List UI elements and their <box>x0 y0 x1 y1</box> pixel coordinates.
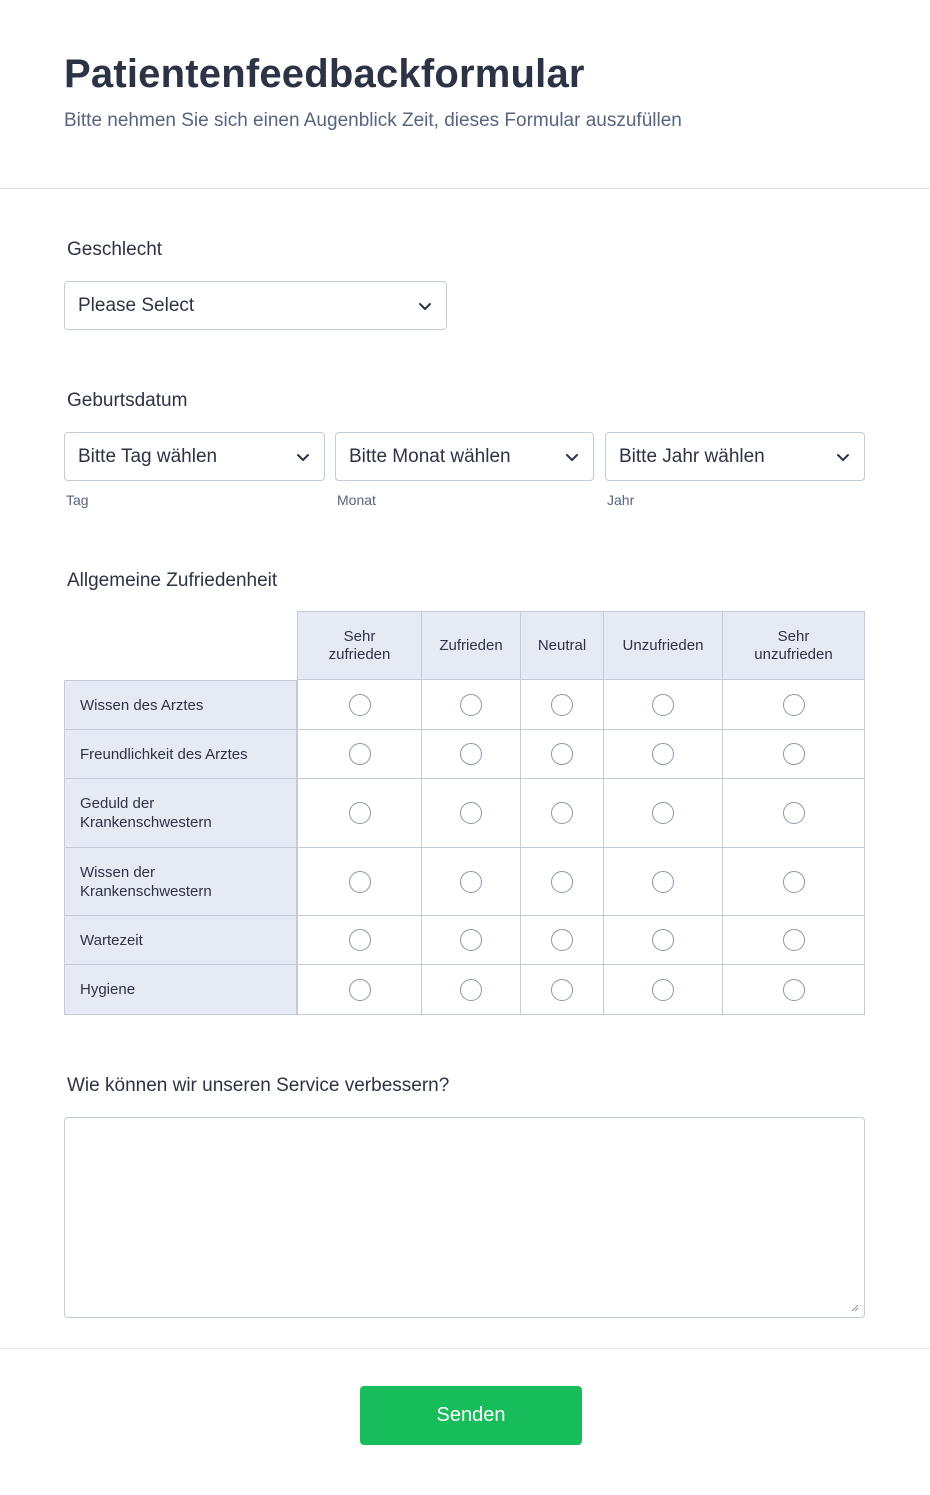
birthdate-year-select[interactable] <box>605 432 865 481</box>
matrix-cell <box>604 680 723 730</box>
matrix-cell <box>604 779 723 848</box>
chevron-down-icon <box>836 450 850 464</box>
matrix-row-header: Wissen der Krankenschwestern <box>64 848 297 916</box>
matrix-cell <box>521 916 604 965</box>
matrix-radio-button[interactable] <box>349 694 371 716</box>
birthdate-day-select[interactable] <box>64 432 325 481</box>
matrix-cell <box>604 965 723 1015</box>
matrix-cell <box>521 779 604 848</box>
matrix-radio-button[interactable] <box>652 743 674 765</box>
improvement-textarea[interactable] <box>64 1117 865 1318</box>
matrix-radio-button[interactable] <box>349 743 371 765</box>
matrix-cell <box>723 779 865 848</box>
day-select-value: Bitte Tag wählen <box>78 445 218 467</box>
matrix-radio-button[interactable] <box>349 802 371 824</box>
matrix-radio-button[interactable] <box>652 979 674 1001</box>
matrix-cell <box>723 916 865 965</box>
matrix-radio-button[interactable] <box>349 929 371 951</box>
matrix-cell <box>422 779 521 848</box>
matrix-row-header: Freundlichkeit des Arztes <box>64 730 297 779</box>
matrix-radio-button[interactable] <box>783 743 805 765</box>
matrix-radio-button[interactable] <box>783 802 805 824</box>
matrix-radio-button[interactable] <box>783 929 805 951</box>
improvement-label: Wie können wir unseren Service verbessern? <box>67 1075 450 1096</box>
year-sublabel: Jahr <box>607 492 635 508</box>
matrix-radio-button[interactable] <box>551 929 573 951</box>
matrix-cell <box>422 680 521 730</box>
matrix-radio-button[interactable] <box>652 802 674 824</box>
satisfaction-matrix <box>64 611 865 1015</box>
gender-select-value: Please Select <box>78 294 195 316</box>
matrix-radio-button[interactable] <box>551 871 573 893</box>
matrix-radio-button[interactable] <box>460 871 482 893</box>
matrix-column-header: Zufrieden <box>422 611 521 680</box>
gender-label: Geschlecht <box>67 239 163 260</box>
matrix-radio-button[interactable] <box>460 929 482 951</box>
matrix-cell <box>723 848 865 916</box>
matrix-cell <box>297 680 422 730</box>
chevron-down-icon <box>418 299 432 313</box>
matrix-cell <box>521 965 604 1015</box>
chevron-down-icon <box>565 450 579 464</box>
matrix-cell <box>297 848 422 916</box>
matrix-cell <box>422 730 521 779</box>
month-select-value: Bitte Monat wählen <box>349 445 511 467</box>
matrix-radio-button[interactable] <box>551 802 573 824</box>
matrix-cell <box>521 730 604 779</box>
matrix-cell <box>297 730 422 779</box>
day-sublabel: Tag <box>66 492 89 508</box>
matrix-cell <box>521 680 604 730</box>
matrix-cell <box>723 965 865 1015</box>
matrix-cell <box>297 916 422 965</box>
page-title: Patientenfeedbackformular <box>64 52 585 96</box>
matrix-radio-button[interactable] <box>460 743 482 765</box>
matrix-cell <box>521 848 604 916</box>
matrix-cell <box>604 916 723 965</box>
matrix-radio-button[interactable] <box>460 802 482 824</box>
resize-handle-icon[interactable] <box>849 1302 859 1312</box>
matrix-column-header: Sehr unzufrieden <box>723 611 865 680</box>
matrix-radio-button[interactable] <box>349 979 371 1001</box>
matrix-radio-button[interactable] <box>349 871 371 893</box>
matrix-row-header: Wartezeit <box>64 916 297 965</box>
matrix-cell <box>422 848 521 916</box>
matrix-row-header: Wissen des Arztes <box>64 680 297 730</box>
submit-button[interactable]: Senden <box>360 1386 582 1445</box>
month-sublabel: Monat <box>337 492 376 508</box>
chevron-down-icon <box>296 450 310 464</box>
gender-select[interactable] <box>64 281 447 330</box>
matrix-column-header: Sehr zufrieden <box>297 611 422 680</box>
matrix-cell <box>297 965 422 1015</box>
matrix-radio-button[interactable] <box>783 871 805 893</box>
matrix-cell <box>422 916 521 965</box>
matrix-cell <box>604 730 723 779</box>
matrix-radio-button[interactable] <box>460 979 482 1001</box>
matrix-cell <box>723 680 865 730</box>
matrix-cell <box>723 730 865 779</box>
matrix-radio-button[interactable] <box>652 694 674 716</box>
matrix-row-header: Hygiene <box>64 965 297 1015</box>
matrix-cell <box>297 779 422 848</box>
matrix-radio-button[interactable] <box>652 929 674 951</box>
form-header <box>0 0 930 189</box>
matrix-cell <box>422 965 521 1015</box>
matrix-radio-button[interactable] <box>551 979 573 1001</box>
matrix-radio-button[interactable] <box>551 694 573 716</box>
matrix-radio-button[interactable] <box>551 743 573 765</box>
matrix-radio-button[interactable] <box>460 694 482 716</box>
matrix-column-header: Neutral <box>521 611 604 680</box>
matrix-cell <box>604 848 723 916</box>
matrix-radio-button[interactable] <box>783 979 805 1001</box>
matrix-row-header: Geduld der Krankenschwestern <box>64 779 297 848</box>
footer-divider <box>0 1348 930 1349</box>
satisfaction-label: Allgemeine Zufriedenheit <box>67 570 278 591</box>
matrix-radio-button[interactable] <box>652 871 674 893</box>
year-select-value: Bitte Jahr wählen <box>619 445 765 467</box>
birthdate-month-select[interactable] <box>335 432 594 481</box>
birthdate-label: Geburtsdatum <box>67 390 188 411</box>
matrix-radio-button[interactable] <box>783 694 805 716</box>
matrix-column-header: Unzufrieden <box>604 611 723 680</box>
page-subtitle: Bitte nehmen Sie sich einen Augenblick Zeit, dieses Formular auszufüllen <box>64 110 682 131</box>
